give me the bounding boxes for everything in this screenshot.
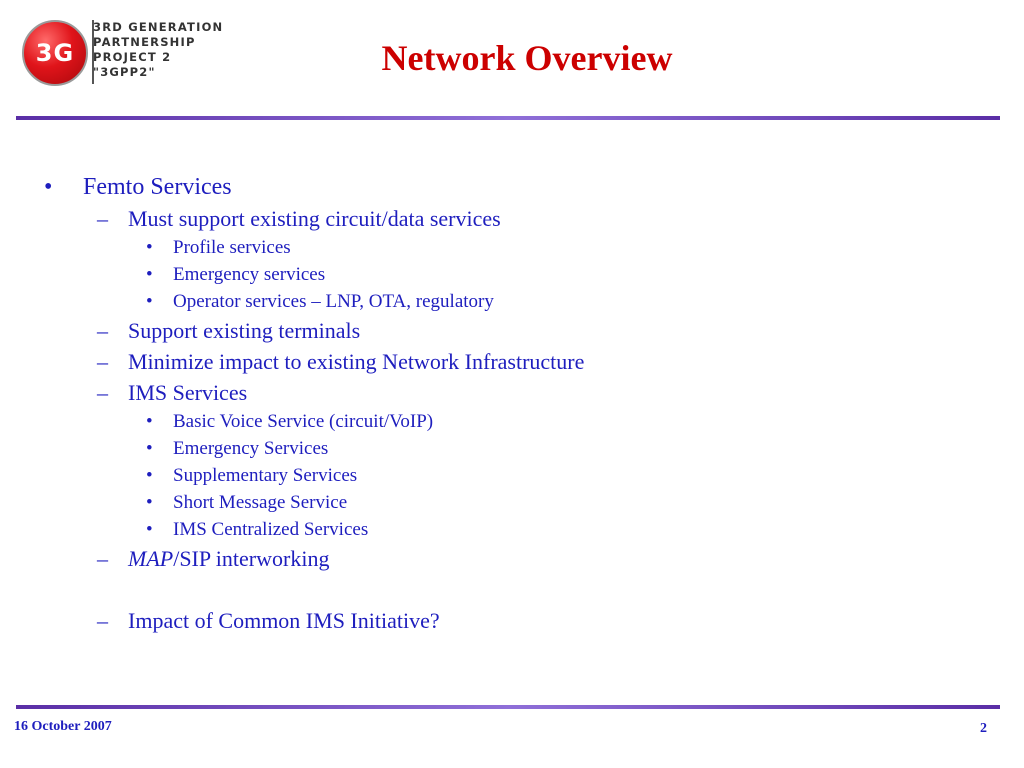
footer-divider — [16, 705, 1000, 709]
spacer — [40, 574, 980, 605]
bullet-text: Emergency Services — [173, 438, 329, 459]
bullet-text: Operator services – LNP, OTA, regulatory — [173, 291, 494, 312]
sub-bullet-item — [40, 315, 980, 346]
bullet-text — [128, 546, 329, 571]
sub-bullet-item — [40, 543, 980, 574]
slide-body — [40, 172, 980, 636]
bullet-marker: • — [146, 411, 153, 432]
bullet-marker: • — [146, 291, 153, 312]
logo-line: 3RD GENERATION — [93, 20, 224, 34]
footer-date: 16 October 2007 — [14, 719, 112, 734]
sub-sub-bullet-item — [40, 489, 980, 516]
bullet-text: IMS Services — [128, 380, 248, 405]
sub-sub-bullet-item — [40, 408, 980, 435]
bullet-marker: • — [146, 438, 153, 459]
slide-title: Network Overview — [381, 38, 673, 78]
sub-sub-bullet-item — [40, 288, 980, 315]
dash-marker: – — [97, 349, 108, 374]
bullet-marker: • — [146, 465, 153, 486]
sub-sub-bullet-item — [40, 462, 980, 489]
bullet-marker: • — [146, 519, 153, 540]
bullet-marker: • — [146, 237, 153, 258]
bullet-marker: • — [44, 174, 53, 200]
dash-marker: – — [97, 206, 108, 231]
sub-sub-bullet-item — [40, 435, 980, 462]
sub-sub-bullet-item — [40, 261, 980, 288]
bullet-marker: • — [146, 264, 153, 285]
bullet-item — [40, 172, 980, 203]
dash-marker: – — [97, 608, 108, 633]
bullet-text: Supplementary Services — [173, 465, 358, 486]
bullet-text: Short Message Service — [173, 492, 348, 513]
logo-line: "3GPP2" — [93, 65, 156, 79]
sub-sub-bullet-item — [40, 234, 980, 261]
logo-line: PARTNERSHIP — [93, 35, 196, 49]
header-divider — [16, 116, 1000, 120]
map-text: MAP — [128, 546, 174, 571]
logo-badge-text: 3G — [35, 39, 75, 67]
bullet-text: Support existing terminals — [128, 318, 361, 343]
bullet-text: Basic Voice Service (circuit/VoIP) — [173, 411, 434, 432]
sip-text: /SIP interworking — [173, 546, 330, 571]
bullet-text: Must support existing circuit/data services — [128, 206, 501, 231]
sub-bullet-item — [40, 203, 980, 234]
bullet-text: Profile services — [173, 237, 291, 258]
dash-marker: – — [97, 380, 108, 405]
sub-bullet-item — [40, 377, 980, 408]
bullet-text: Minimize impact to existing Network Infrastructure — [128, 349, 585, 374]
bullet-text: Femto Services — [83, 174, 232, 200]
logo-line: PROJECT 2 — [93, 50, 172, 64]
bullet-text: IMS Centralized Services — [173, 519, 369, 540]
bullet-text: Emergency services — [173, 264, 326, 285]
dash-marker: – — [97, 318, 108, 343]
page-number: 2 — [980, 721, 987, 736]
sub-bullet-item — [40, 605, 980, 636]
dash-marker: – — [97, 546, 108, 571]
bullet-marker: • — [146, 492, 153, 513]
sub-bullet-item — [40, 346, 980, 377]
sub-sub-bullet-item — [40, 516, 980, 543]
bullet-text: Impact of Common IMS Initiative? — [128, 608, 440, 633]
